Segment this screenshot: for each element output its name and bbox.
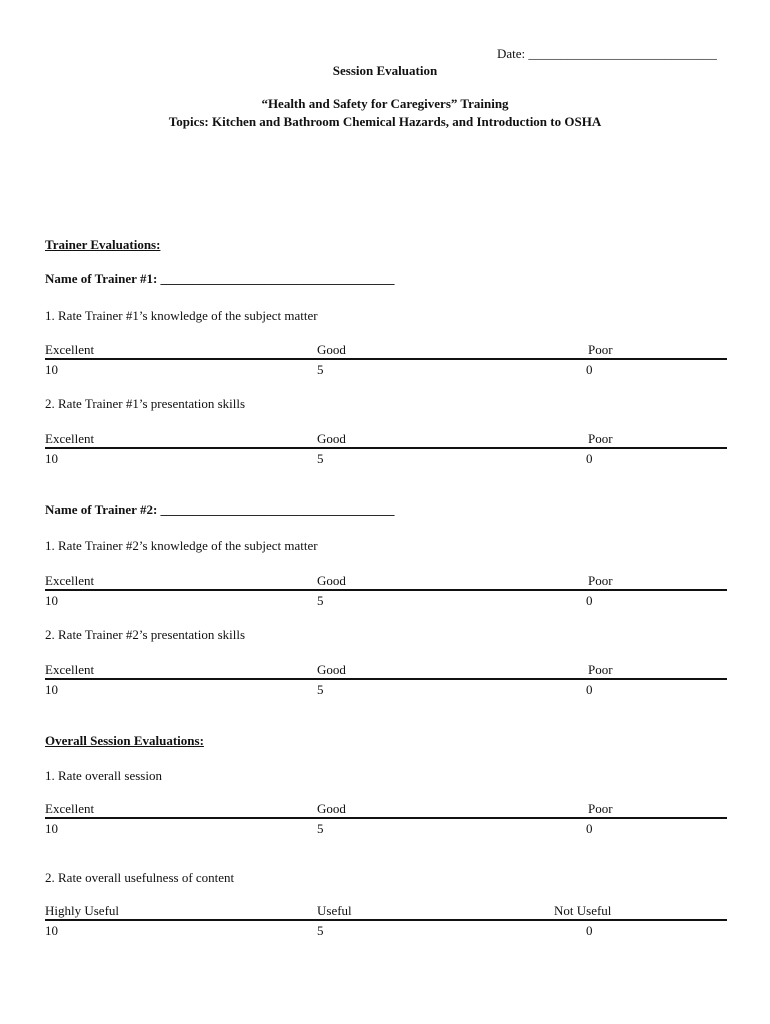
date-field[interactable] [497,46,717,62]
trainer1-name-blank[interactable]: ____________________________________ [160,271,395,286]
scale-high-label: Excellent [45,431,95,446]
scale-low-label: Poor [588,431,613,446]
usefulness-mid-value[interactable]: 5 [317,923,324,938]
trainer2-presentation-question: 2. Rate Trainer #2’s presentation skills [45,627,246,642]
trainer1-name-field[interactable] [45,271,395,287]
scale-mid-value[interactable]: 5 [317,593,324,608]
trainer2-knowledge-scale[interactable] [45,573,727,613]
scale-high-value[interactable]: 10 [45,362,58,377]
overall-evaluations-heading: Overall Session Evaluations: [45,733,204,748]
scale-low-label: Poor [588,573,613,588]
overall-session-scale[interactable] [45,801,727,841]
trainer2-presentation-scale[interactable] [45,662,727,702]
scale-mid-label: Good [317,573,346,588]
scale-low-value[interactable]: 0 [586,593,593,608]
scale-line [45,919,727,921]
usefulness-high-value[interactable]: 10 [45,923,58,938]
scale-low-value[interactable]: 0 [586,362,593,377]
trainer1-presentation-scale[interactable] [45,431,727,471]
trainer2-name-label: Name of Trainer #2: [45,502,158,517]
usefulness-high-label: Highly Useful [45,903,120,918]
scale-line [45,447,727,449]
usefulness-low-label: Not Useful [554,903,612,918]
scale-line [45,589,727,591]
scale-low-value[interactable]: 0 [586,451,593,466]
scale-mid-value[interactable]: 5 [317,821,324,836]
scale-high-label: Excellent [45,342,95,357]
training-subtitle: “Health and Safety for Caregivers” Training [261,96,509,111]
scale-mid-value[interactable]: 5 [317,451,324,466]
scale-line [45,817,727,819]
content-usefulness-scale[interactable] [45,903,727,943]
scale-mid-value[interactable]: 5 [317,682,324,697]
scale-mid-label: Good [317,431,346,446]
trainer1-knowledge-question: 1. Rate Trainer #1’s knowledge of the subject matter [45,308,318,323]
date-label: Date: [497,46,526,61]
scale-mid-value[interactable]: 5 [317,362,324,377]
scale-mid-label: Good [317,801,346,816]
scale-high-value[interactable]: 10 [45,451,58,466]
scale-line [45,678,727,680]
usefulness-mid-label: Useful [317,903,352,918]
trainer2-knowledge-question: 1. Rate Trainer #2’s knowledge of the subject matter [45,538,318,553]
usefulness-low-value[interactable]: 0 [586,923,593,938]
scale-low-value[interactable]: 0 [586,821,593,836]
scale-low-label: Poor [588,801,613,816]
trainer1-knowledge-scale[interactable] [45,342,727,382]
scale-high-value[interactable]: 10 [45,821,58,836]
overall-session-question: 1. Rate overall session [45,768,162,783]
scale-line [45,358,727,360]
trainer2-name-blank[interactable]: ____________________________________ [160,502,395,517]
trainer-evaluations-heading: Trainer Evaluations: [45,237,161,252]
page-title: Session Evaluation [332,63,438,78]
scale-mid-label: Good [317,662,346,677]
scale-low-label: Poor [588,662,613,677]
scale-mid-label: Good [317,342,346,357]
scale-high-value[interactable]: 10 [45,593,58,608]
scale-high-label: Excellent [45,573,95,588]
content-usefulness-question: 2. Rate overall usefulness of content [45,870,235,885]
training-topics: Topics: Kitchen and Bathroom Chemical Hazards, and Introduction to OSHA [168,114,602,129]
trainer2-name-field[interactable] [45,502,395,518]
scale-low-value[interactable]: 0 [586,682,593,697]
scale-high-value[interactable]: 10 [45,682,58,697]
trainer1-name-label: Name of Trainer #1: [45,271,158,286]
trainer1-presentation-question: 2. Rate Trainer #1’s presentation skills [45,396,246,411]
scale-high-label: Excellent [45,662,95,677]
scale-low-label: Poor [588,342,613,357]
date-blank[interactable]: _____________________________ [528,46,717,61]
scale-high-label: Excellent [45,801,95,816]
